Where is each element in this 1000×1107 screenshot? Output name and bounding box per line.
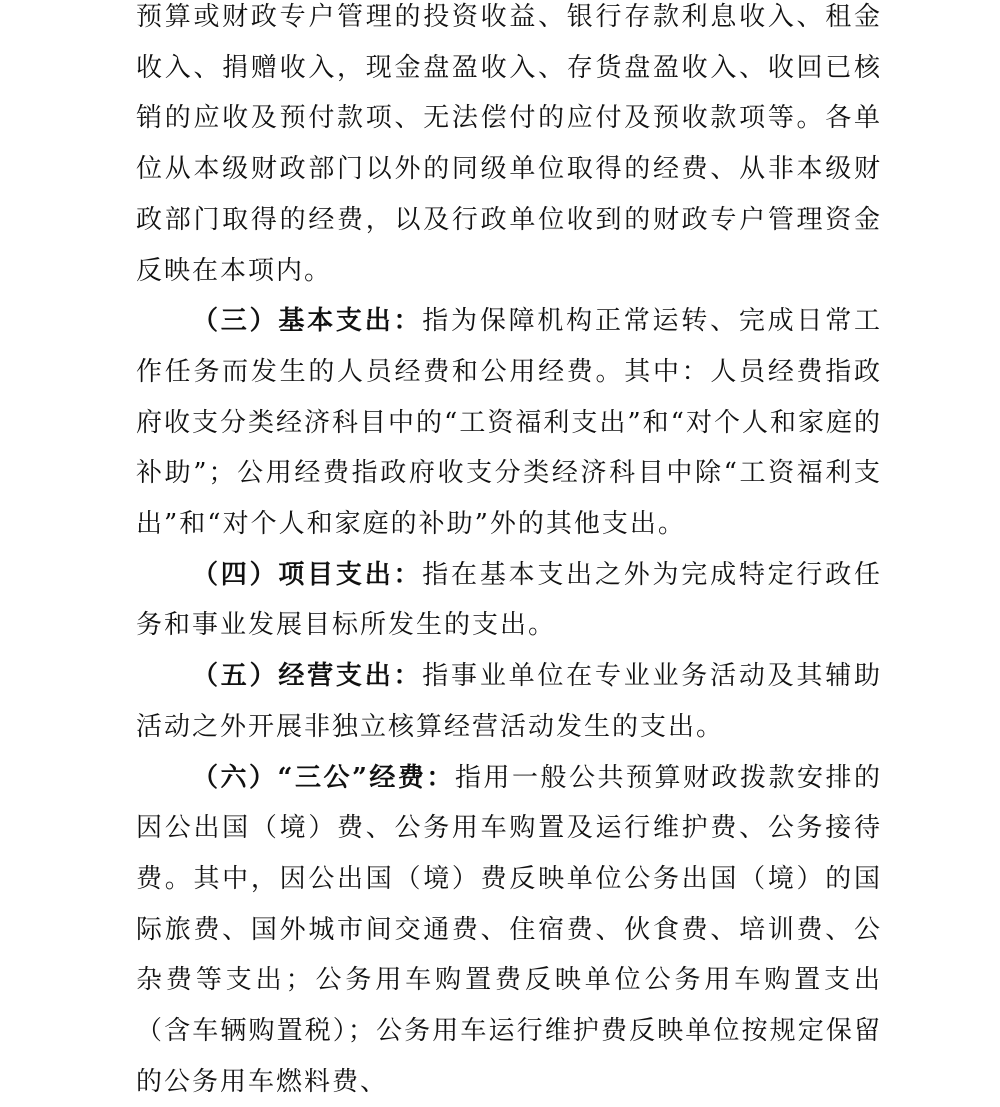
term-heading: （三）基本支出： — [192, 306, 423, 337]
paragraph-income-continuation — [136, 0, 882, 296]
paragraph-text: 指为保障机构正常运转、完成日常工作任务而发生的人员经费和公用经费。其中：人员经费指政府收支分类经济科目中的“工资福利支出”和“对个人和家庭的补助”；公用经费指政府收支分类经济科目中除“工资福利支出”和“对个人和家庭的补助”外的其他支出。 — [136, 306, 882, 540]
paragraph-operating-expenditure — [136, 651, 882, 752]
document-body — [136, 0, 882, 1107]
paragraph-text: 指用一般公共预算财政拨款安排的因公出国（境）费、公务用车购置及运行维护费、公务接待费。其中，因公出国（境）费反映单位公务出国（境）的国际旅费、国外城市间交通费、住宿费、伙食费、培训费、公杂费等支出；公务用车购置费反映单位公务用车购置支出（含车辆购置税）；公务用车运行维护费反映单位按规定保留的公务用车燃料费、 — [136, 762, 882, 1097]
term-heading: （四）项目支出： — [192, 559, 423, 590]
paragraph-text: 预算或财政专户管理的投资收益、银行存款利息收入、租金收入、捐赠收入，现金盘盈收入、存货盘盈收入、收回已核销的应收及预付款项、无法偿付的应付及预收款项等。各单位从本级财政部门以外的同级单位取得的经费、从非本级财政部门取得的经费，以及行政单位收到的财政专户管理资金反映在本项内。 — [136, 2, 882, 286]
paragraph-project-expenditure — [136, 550, 882, 651]
paragraph-text: 指在基本支出之外为完成特定行政任务和事业发展目标所发生的支出。 — [136, 559, 882, 641]
paragraph-basic-expenditure — [136, 296, 882, 550]
paragraph-text: 指事业单位在专业业务活动及其辅助活动之外开展非独立核算经营活动发生的支出。 — [136, 661, 882, 742]
paragraph-three-public-expenses — [136, 753, 882, 1107]
term-heading: （六）“三公”经费： — [192, 762, 455, 793]
term-heading: （五）经营支出： — [192, 661, 423, 692]
